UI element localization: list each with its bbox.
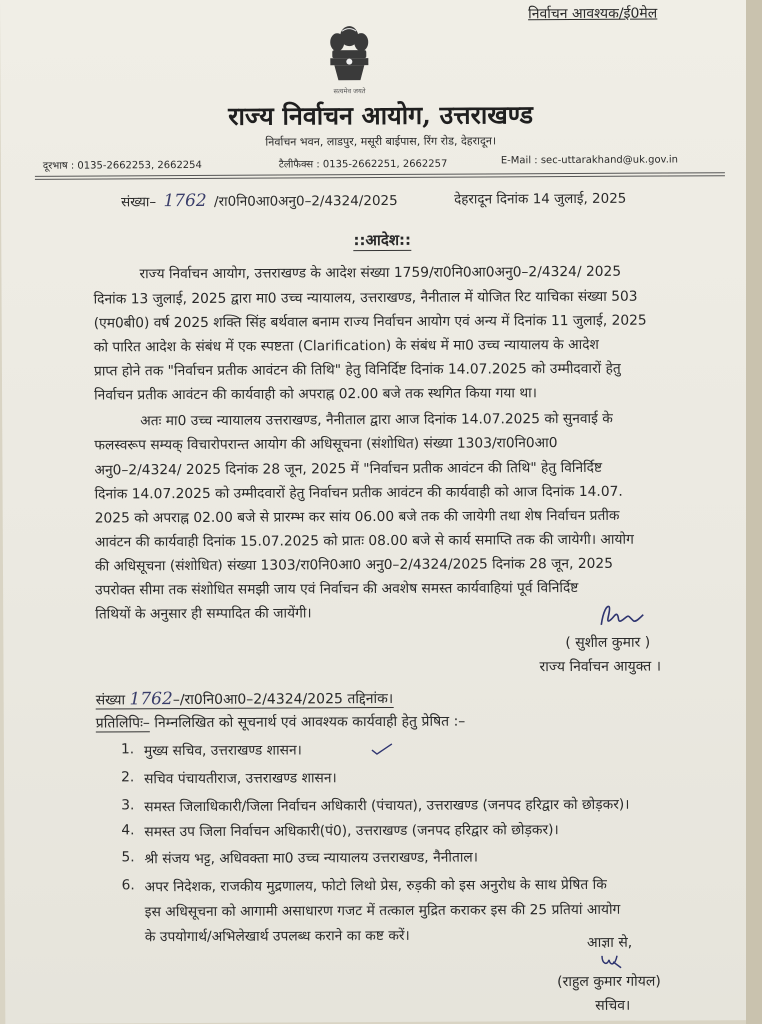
copy-reference-handwritten-number: 1762 [129, 689, 173, 710]
recipient-item: समस्त उप जिला निर्वाचन अधिकारी(पं0), उत्तराखण्ड (जनपद हरिद्वार को छोड़कर)। [144, 822, 559, 841]
fax-number: टैलीफैक्स : 0135-2662251, 2662257 [278, 158, 448, 171]
body-line: अतः मा0 उच्च न्यायालय उत्तराखण्ड, नैनीताल द्वारा आज दिनांक 14.07.2025 को सुनवाई के [140, 410, 613, 430]
recipient-item: समस्त जिलाधिकारी/जिला निर्वाचन अधिकारी (पंचायत), उत्तराखण्ड (जनपद हरिद्वार को छोड़कर)। [144, 796, 630, 816]
order-heading [1, 228, 762, 252]
body-line: की अधिसूचना (संशोधित) संख्या 1303/रा0नि0आ0 अनु0–2/4324/2025 दिनांक 28 जून, 2025 [94, 555, 614, 575]
reference-suffix: /रा0नि0आ0अनु0–2/4324/2025 [213, 192, 398, 210]
body-line: आवंटन की कार्यवाही दिनांक 15.07.2025 को प्रातः 08.00 बजे से कार्य समाप्ति तक की जायेगी। आयोग [94, 531, 634, 551]
closing-text: आज्ञा से, [586, 934, 633, 951]
body-line: (एम0बी0) वर्ष 2025 शक्ति सिंह बर्थवाल बनाम राज्य निर्वाचन आयोग एवं अन्य में दिनांक 11 जुलाई, 2025 [93, 312, 647, 332]
recipient-item: मुख्य सचिव, उत्तराखण्ड शासन। [143, 742, 302, 760]
background-edge [746, 0, 762, 1024]
body-line: निर्वाचन प्रतीक आवंटन की कार्यवाही को अपराह्न 02.00 बजे तक स्थगित किया गया था। [94, 385, 538, 404]
copy-reference-prefix: संख्या [95, 692, 130, 709]
secretary-initial [599, 952, 625, 970]
ashoka-emblem-icon [322, 24, 376, 92]
emblem-caption: सत्यमेव जयते [333, 87, 366, 96]
commissioner-name: ( सुशील कुमार ) [565, 634, 651, 652]
checkmark-icon [370, 742, 394, 756]
copy-heading [96, 712, 466, 733]
recipient-number: 4. [121, 822, 135, 839]
secretary-title: सचिव। [595, 997, 631, 1014]
copy-reference-number [96, 688, 394, 710]
recipient-number: 2. [121, 769, 135, 786]
phone-number: दूरभाष : 0135-2662253, 2662254 [42, 159, 202, 172]
recipient-item: सचिव पंचायतीराज, उत्तराखण्ड शासन। [144, 770, 337, 788]
reference-number [121, 190, 398, 211]
commissioner-title: राज्य निर्वाचन आयुक्त । [539, 658, 662, 676]
recipient-item: श्री संजय भट्ट, अधिवक्ता मा0 उच्च न्यायालय उत्तराखण्ड, नैनीताल। [144, 849, 479, 868]
organization-title: राज्य निर्वाचन आयोग, उत्तराखण्ड [228, 100, 534, 131]
reference-prefix: संख्या– [121, 194, 157, 211]
body-line: दिनांक 14.07.2025 को उम्मीदवारों हेतु निर्वाचन प्रतीक आवंटन की कार्यवाही को आज दिनांक 14.07. [94, 483, 623, 503]
body-line: उपरोक्त सीमा तक संशोधित समझी जाय एवं निर्वाचन की अवशेष समस्त कार्यवाहियां पूर्व विनिर्दिष्ट [95, 579, 579, 599]
body-line: को पारित आदेश के संबंध में एक स्पष्टता (Clarification) के संबंध में मा0 उच्च न्यायालय के आदेश [93, 336, 599, 356]
recipient-number: 1. [120, 741, 135, 758]
recipient-item: अपर निदेशक, राजकीय मुद्रणालय, फोटो लिथो प्रेस, रुड़की को इस अनुरोध के साथ प्रेषित कि [144, 876, 607, 896]
copy-reference-suffix: –/रा0नि0आ0–2/4324/2025 तद्दिनांक। [172, 690, 394, 709]
body-line: प्राप्त होने तक "निर्वाचन प्रतीक आवंटन की तिथि" हेतु विनिर्दिष्ट दिनांक 14.07.2025 को उम्मीदवारों हेतु [93, 360, 621, 380]
recipient-number: 5. [121, 849, 135, 866]
recipient-item-continued: इस अधिसूचना को आगामी असाधारण गजट में तत्काल मुद्रित कराकर इस की 25 प्रतियां आयोग [144, 901, 621, 921]
recipient-item-continued: के उपयोगार्थ/अभिलेखार्थ उपलब्ध कराने का कष्ट करें। [144, 927, 410, 946]
email-address: E-Mail : sec-uttarakhand@uk.gov.in [500, 154, 679, 167]
copy-heading-text: निम्नलिखित को सूचनार्थ एवं आवश्यक कार्यवाही हेतु प्रेषित :– [149, 713, 466, 732]
copy-heading-label: प्रतिलिपिः– [95, 715, 150, 732]
reference-handwritten-number: 1762 [163, 190, 207, 212]
secretary-name: (राहुल कुमार गोयल) [557, 973, 661, 991]
order-heading-text: ::आदेश:: [353, 230, 412, 250]
body-line: अनु0–2/4324/ 2025 दिनांक 28 जून, 2025 में "निर्वाचन प्रतीक आवंटन की तिथि" हेतु विनिर्दिष्ट [94, 459, 603, 479]
top-note: निर्वाचन आवश्यक/ई0मेल [528, 5, 658, 23]
organization-address: निर्वाचन भवन, लाडपुर, मसूरी बाईपास, रिंग रोड, देहरादून। [265, 134, 497, 149]
recipient-number: 6. [121, 877, 135, 894]
body-line: 2025 को अपराह्न 02.00 बजे से प्रारम्भ कर सांय 06.00 बजे तक की जायेगी तथा शेष निर्वाचन प्रतीक [94, 507, 620, 527]
commissioner-signature [597, 601, 645, 633]
body-line: दिनांक 13 जुलाई, 2025 द्वारा मा0 उच्च न्यायालय, उत्तराखण्ड, नैनीताल में योजित रिट याचिका संख्या 503 [93, 288, 638, 308]
body-line: तिथियों के अनुसार ही सम्पादित की जायेंगी। [95, 605, 312, 623]
body-line: राज्य निर्वाचन आयोग, उत्तराखण्ड के आदेश संख्या 1759/रा0नि0आ0अनु0–2/4324/ 2025 [139, 263, 622, 283]
reference-date: देहरादून दिनांक 14 जुलाई, 2025 [454, 190, 627, 208]
body-line: फलस्वरूप सम्यक् विचारोपरान्त आयोग की अधिसूचना (संशोधित) संख्या 1303/रा0नि0आ0 [94, 435, 558, 454]
recipient-number: 3. [121, 797, 135, 814]
